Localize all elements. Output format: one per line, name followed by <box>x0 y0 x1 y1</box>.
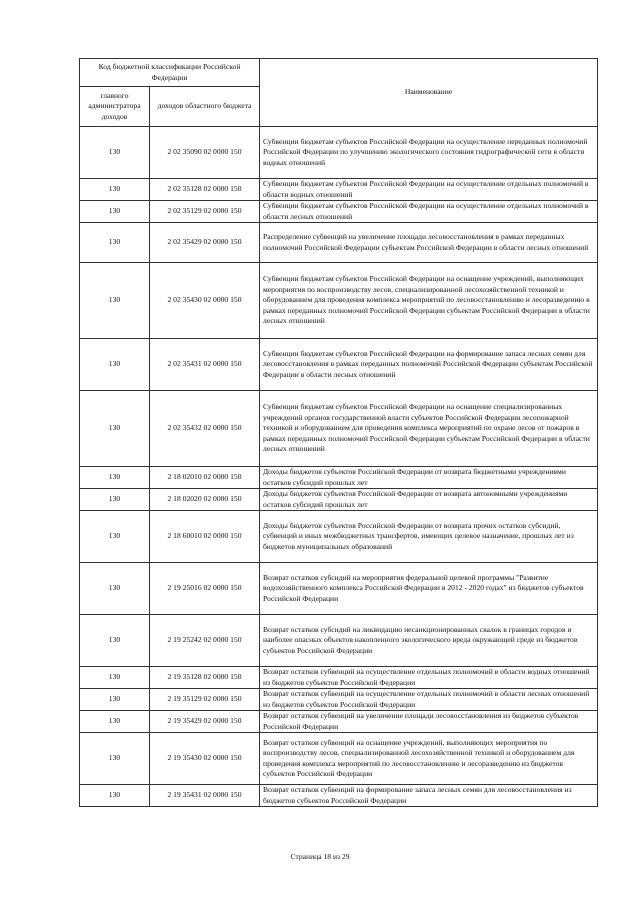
name-cell: Доходы бюджетов субъектов Российской Федерации от возврата бюджетными учреждениями остатков субсидий прошлых лет <box>260 467 598 489</box>
income-code-cell: 2 19 25016 02 0000 150 <box>150 563 260 615</box>
admin-code-cell: 130 <box>80 263 150 339</box>
admin-code-cell: 130 <box>80 339 150 391</box>
table-row <box>80 563 598 615</box>
header-code-cell: доходов областного бюджета <box>150 87 260 127</box>
table-row <box>80 201 598 223</box>
income-code-cell: 2 19 35431 02 0000 150 <box>150 785 260 807</box>
income-code-cell: 2 19 25242 02 0000 150 <box>150 615 260 667</box>
table-row <box>80 689 598 711</box>
income-code-cell: 2 02 35129 02 0000 150 <box>150 201 260 223</box>
admin-code-cell: 130 <box>80 179 150 201</box>
table-row <box>80 391 598 467</box>
page-number: Страница 18 из 29 <box>290 852 350 861</box>
table-row <box>80 733 598 785</box>
income-code-cell: 2 02 35430 02 0000 150 <box>150 263 260 339</box>
admin-code-cell: 130 <box>80 223 150 263</box>
income-code-cell: 2 19 35429 02 0000 150 <box>150 711 260 733</box>
table-row <box>80 511 598 563</box>
admin-code-cell: 130 <box>80 615 150 667</box>
table-row <box>80 711 598 733</box>
admin-code-cell: 130 <box>80 489 150 511</box>
admin-code-cell: 130 <box>80 391 150 467</box>
table-row <box>80 489 598 511</box>
income-code-cell: 2 19 35430 02 0000 150 <box>150 733 260 785</box>
income-code-cell: 2 02 35128 02 0000 150 <box>150 179 260 201</box>
name-cell: Возврат остатков субвенций на увеличение площади лесовосстановления из бюджетов субъектов Российской Федерации <box>260 711 598 733</box>
admin-code-cell: 130 <box>80 711 150 733</box>
name-cell: Доходы бюджетов субъектов Российской Федерации от возврата прочих остатков субсидий, субвенций и иных межбюджетных трансфертов, имеющих целевое назначение, прошлых лет из бюджетов муниципальных образований <box>260 511 598 563</box>
table-row <box>80 223 598 263</box>
name-cell: Возврат остатков субсидий на ликвидацию несанкционированных свалок в границах городов и наиболее опасных объектов накопленного экологического вреда окружающей среде из бюджетов субъектов Российской Федерации <box>260 615 598 667</box>
name-cell: Возврат остатков субсидий на мероприятия федеральной целевой программы "Развитие водохозяйственного комплекса Российской Федерации в 2012 - 2020 годах" из бюджетов субъектов Российской Федерации <box>260 563 598 615</box>
income-code-cell: 2 18 02010 02 0000 150 <box>150 467 260 489</box>
name-cell: Возврат остатков субвенций на оснащение учреждений, выполняющих мероприятия по воспроизводству лесов, специализированной лесохозяйственной техникой и оборудованием для проведения комплекса мероприятий по лесовосстановлению и лесоразведению из бюджетов субъектов Российской Федерации <box>260 733 598 785</box>
name-cell: Субвенции бюджетам субъектов Российской Федерации на осуществление отдельных полномочий в области лесных отношений <box>260 201 598 223</box>
table-row <box>80 467 598 489</box>
income-code-cell: 2 19 35128 02 0000 150 <box>150 667 260 689</box>
table-row <box>80 179 598 201</box>
admin-code-cell: 130 <box>80 201 150 223</box>
table-row <box>80 127 598 179</box>
admin-code-cell: 130 <box>80 563 150 615</box>
admin-code-cell: 130 <box>80 733 150 785</box>
income-code-cell: 2 02 35429 02 0000 150 <box>150 223 260 263</box>
income-code-cell: 2 02 35431 02 0000 150 <box>150 339 260 391</box>
name-cell: Субвенции бюджетам субъектов Российской Федерации на оснащение учреждений, выполняющих мероприятия по воспроизводству лесов, специализированной лесохозяйственной техникой и оборудованием для проведения комплекса мероприятий по лесовосстановлению и лесоразведению в рамках переданных полномочий Российской Федерации субъектам Российской Федерации в области лесных отношений <box>260 263 598 339</box>
income-code-cell: 2 02 35432 02 0000 150 <box>150 391 260 467</box>
name-cell: Возврат остатков субвенций на формирование запаса лесных семян для лесовосстановления из бюджетов субъектов Российской Федерации <box>260 785 598 807</box>
income-code-cell: 2 02 35090 02 0000 150 <box>150 127 260 179</box>
table-row <box>80 785 598 807</box>
table-row <box>80 615 598 667</box>
income-code-cell: 2 18 60010 02 0000 150 <box>150 511 260 563</box>
name-cell: Возврат остатков субвенций на осуществление отдельных полномочий в области лесных отношений из бюджетов субъектов Российской Федерации <box>260 689 598 711</box>
admin-code-cell: 130 <box>80 127 150 179</box>
name-cell: Распределение субвенций на увеличение площади лесовосстановления в рамках переданных полномочий Российской Федерации субъектам Российской Федерации в области лесных отношений <box>260 223 598 263</box>
table-row <box>80 667 598 689</box>
admin-code-cell: 130 <box>80 467 150 489</box>
name-cell: Субвенции бюджетам субъектов Российской Федерации на оснащение специализированных учреждений органов государственной власти субъектов Российской Федерации лесопожарной техникой и оборудованием для проведения комплекса мероприятий по охране лесов от пожаров в рамках переданных полномочий Российской Федерации субъектам Российской Федерации в области лесных отношений <box>260 391 598 467</box>
table-row <box>80 263 598 339</box>
header-group-cell: Код бюджетной классификации Российской Федерации <box>80 59 260 87</box>
budget-classification-table <box>79 58 598 807</box>
table-row <box>80 339 598 391</box>
header-admin-cell: главного администратора доходов <box>80 87 150 127</box>
name-cell: Доходы бюджетов субъектов Российской Федерации от возврата автономными учреждениями остатков субсидий прошлых лет <box>260 489 598 511</box>
name-cell: Субвенции бюджетам субъектов Российской Федерации на формирование запаса лесных семян для лесовосстановления в рамках переданных полномочий Российской Федерации субъектам Российской Федерации в области лесных отношений <box>260 339 598 391</box>
admin-code-cell: 130 <box>80 667 150 689</box>
admin-code-cell: 130 <box>80 689 150 711</box>
income-code-cell: 2 19 35129 02 0000 150 <box>150 689 260 711</box>
header-name-cell: Наименование <box>260 59 598 127</box>
admin-code-cell: 130 <box>80 511 150 563</box>
name-cell: Субвенции бюджетам субъектов Российской Федерации на осуществление переданных полномочий Российской Федерации по улучшению экологического состояния гидрографической сети в области водных отношений <box>260 127 598 179</box>
admin-code-cell: 130 <box>80 785 150 807</box>
income-code-cell: 2 18 02020 02 0000 150 <box>150 489 260 511</box>
name-cell: Субвенции бюджетам субъектов Российской Федерации на осуществление отдельных полномочий в области водных отношений <box>260 179 598 201</box>
name-cell: Возврат остатков субвенций на осуществление отдельных полномочий в области водных отношений из бюджетов субъектов Российской Федерации <box>260 667 598 689</box>
